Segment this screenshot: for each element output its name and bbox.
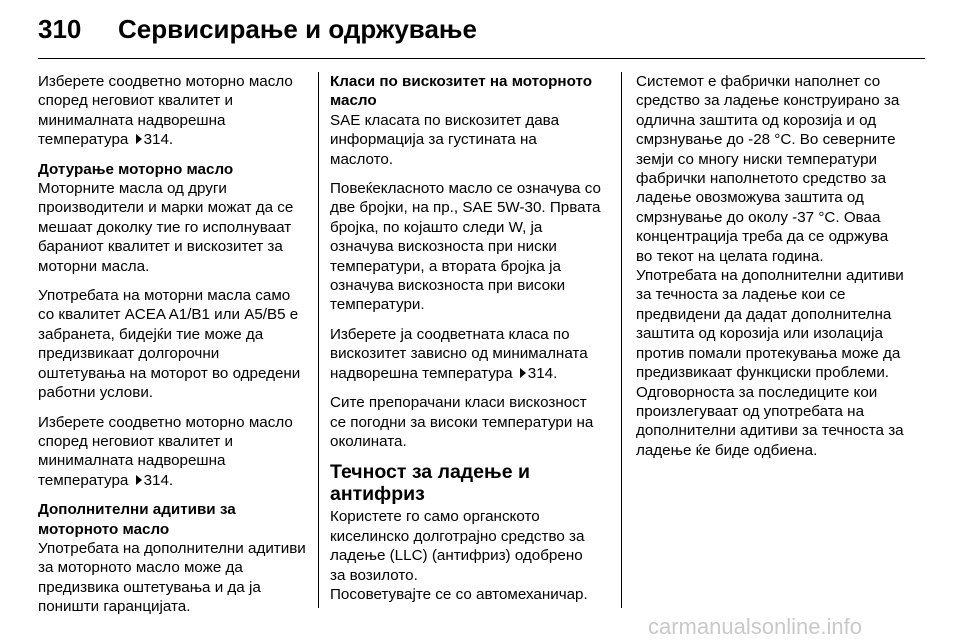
- paragraph-multigrade: Повеќекласното масло се означува со две бројки, на пр., SAE 5W-30. Првата бројка, по којашто следи W, ја означува вискозноста при ниски температури, а втората бројка ја означува вискозноста при високи температури.: [330, 180, 601, 314]
- page-reference-link[interactable]: 314.: [527, 364, 558, 382]
- column-divider-1: [318, 72, 319, 608]
- page-reference-arrow-icon: [520, 368, 526, 378]
- heading-coolant-antifreeze: Течност за ладење и антифриз: [330, 461, 530, 506]
- paragraph-coolant-additives: Употребата на дополнителни адитиви за течноста за ладење кои се предвидени да дадат дополнителна заштита од корозија или изолација против помали протекувања може да предизвикаат функциски проблеми. Одговорноста за последиците кои произлегуваат од употребата на дополнителни адитиви за течноста за ладење ќе биде одбиена.: [636, 267, 904, 459]
- column-1: [38, 72, 310, 627]
- paragraph-additives-warning: Употребата на дополнителни адитиви за моторното масло може да предизвика оштетувања и да ја поништи гаранцијата.: [38, 539, 306, 616]
- paragraph-select-oil: Изберете соодветно моторно масло според неговиот квалитет и минималната надворешна температура 314.: [38, 73, 293, 149]
- paragraph-acea-warning: Употребата на моторни масла само со квалитет ACEA A1/B1 или A5/B5 е забранета, бидејќи тие може да предизвикаат долгорочни оштетувања на моторот во одредени работни услови.: [38, 287, 301, 402]
- page-reference-arrow-icon: [136, 134, 142, 144]
- paragraph-mixing-oils: Моторните масла од други производители и марки можат да се мешаат доколку тие го исполнуваат бараниот квалитет и вискозитет за моторни масла.: [38, 180, 294, 275]
- paragraph-select-viscosity: Изберете ја соодветната класа по вискозитет зависно од минималната надворешна температура 314.: [330, 325, 588, 382]
- page-reference-arrow-icon: [136, 475, 142, 485]
- column-3: [636, 72, 908, 460]
- paragraph-consult-mechanic: Посоветувајте се со автомеханичар.: [330, 585, 588, 603]
- paragraph-recommended-classes: Сите препорачани класи вискозност се погодни за високи температури на околината.: [330, 394, 594, 450]
- page-reference-link[interactable]: 314.: [143, 131, 174, 149]
- heading-viscosity-classes: Класи по вискозитет на моторното масло: [330, 73, 593, 110]
- header-rule: [38, 58, 925, 59]
- heading-oil-additives: Дополнителни адитиви за моторното масло: [38, 501, 236, 538]
- paragraph-sae-class: SAE класата по вискозитет дава информација за густината на маслото.: [330, 111, 560, 168]
- watermark: carmanualsonline.info: [648, 614, 863, 639]
- page-number: 310: [38, 14, 82, 44]
- page-reference-link[interactable]: 314.: [143, 471, 174, 489]
- heading-topping-oil: Дотурање моторно масло: [38, 160, 234, 178]
- paragraph-factory-coolant: Системот е фабрички наполнет со средство за ладење конструирано за одлична заштита од корозија и од смрзнување до -28 °C. Во северните земји со многу ниски температури фабрички наполнетото средство за ладење овозможува заштита од смрзнување до околу -37 °C. Оваа концентрација треба да се одржува во текот на целата година.: [636, 73, 900, 265]
- paragraph-coolant-llc: Користете го само органското киселинско долготрајно средство за ладење (LLC) (антифриз) одобрено за возилото.: [330, 508, 585, 584]
- column-divider-2: [621, 72, 622, 608]
- page-title: Сервисирање и одржување: [118, 14, 477, 44]
- paragraph-select-oil-2: Изберете соодветно моторно масло според неговиот квалитет и минималната надворешна температура 314.: [38, 413, 293, 489]
- column-2: [330, 72, 602, 614]
